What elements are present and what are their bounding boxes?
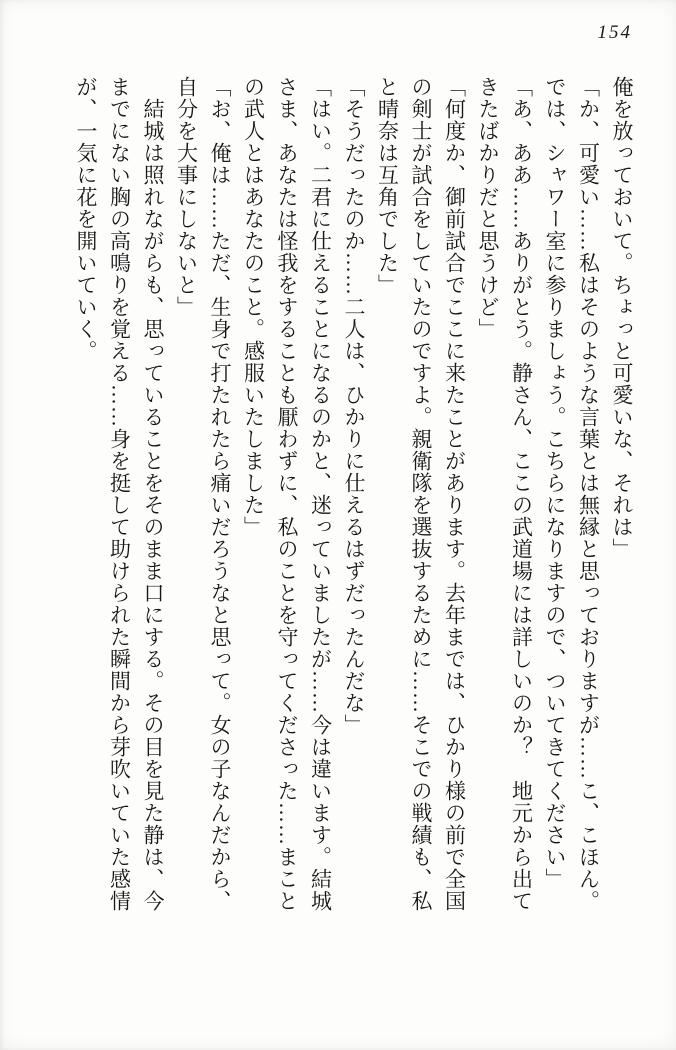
text-column: の武人とはあなたのこと。感服いたしました」 <box>241 76 266 538</box>
text-column: と晴奈は互角でした」 <box>375 76 400 296</box>
text-column: 「何度か、御前試合でここに来たことがあります。去年までは、ひかり様の前で全国 <box>442 76 467 912</box>
text-column: 「お、俺は……ただ、生身で打たれたら痛いだろうなと思って。女の子なんだから、 <box>208 76 232 912</box>
text-block <box>69 76 639 1018</box>
text-column: 「はい。二君に仕えることになるのかと、迷っていましたが……今は違います。結城 <box>308 76 333 912</box>
text-column: 自分を大事にしないと」 <box>174 76 199 318</box>
text-column: が、一気に花を開いていく。 <box>74 76 98 362</box>
text-column: 結城は照れながらも、思っていることをそのまま口にする。その目を見た静は、今 <box>141 76 165 912</box>
text-column: きたばかりだと思うけど」 <box>476 76 500 340</box>
text-column: 「あ、ああ……ありがとう。静さん、ここの武道場には詳しいのか？ 地元から出て <box>509 76 534 912</box>
text-column: 「そうだったのか……二人は、ひかりに仕えるはずだったんだな」 <box>342 76 366 736</box>
text-column: までにない胸の高鳴りを覚える……身を挺して助けられた瞬間から芽吹いていた感情 <box>107 76 132 912</box>
text-column: 俺を放っておいて。ちょっと可愛いな、それは」 <box>610 76 634 560</box>
text-column: 「か、可愛い……私はそのような言葉とは無縁と思っておりますが……こ、こほん。 <box>576 76 601 912</box>
text-column: では、シャワー室に参りましょう。こちらになりますので、ついてきてください」 <box>543 76 567 890</box>
page-number: 154 <box>597 22 632 43</box>
text-column: さま、あなたは怪我をすることも厭わずに、私のことを守ってくださった……まこと <box>275 76 299 912</box>
text-column: の剣士が試合をしていたのですよ。親衛隊を選抜するために……そこでの戦績も、私 <box>409 76 433 912</box>
